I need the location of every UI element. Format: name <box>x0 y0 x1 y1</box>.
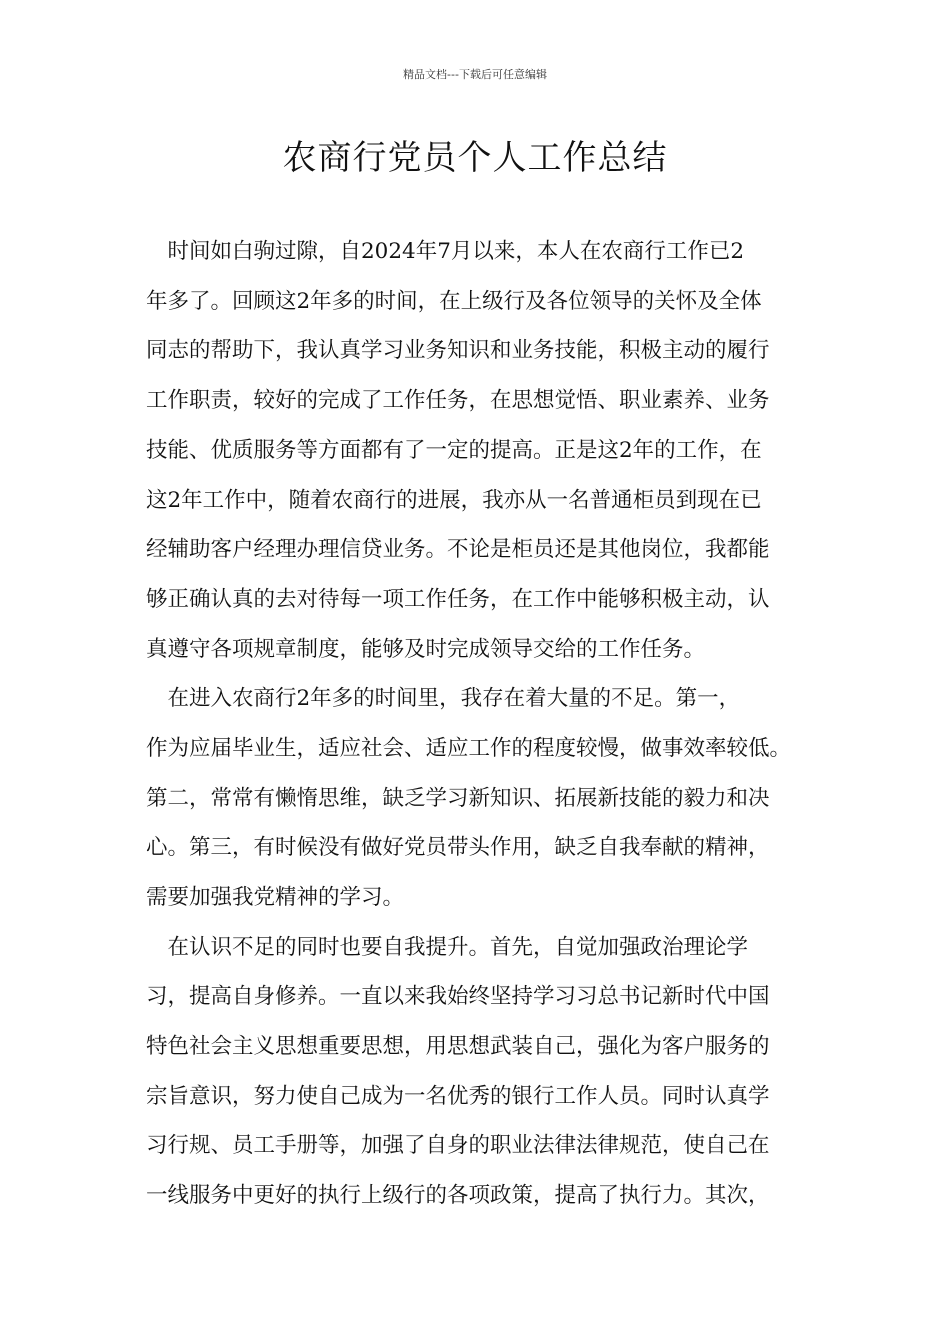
body-line: 一线服务中更好的执行上级行的各项政策，提高了执行力。其次， <box>146 1183 770 1208</box>
body-line: 习行规、员工手册等，加强了自身的职业法律法律规范，使自己在 <box>146 1133 770 1158</box>
body-line: 够正确认真的去对待每一项工作任务，在工作中能够积极主动，认 <box>146 587 770 612</box>
body-line: 第二，常常有懒惰思维，缺乏学习新知识、拓展新技能的毅力和决 <box>146 786 770 811</box>
body-line: 年多了。回顾这2年多的时间，在上级行及各位领导的关怀及全体 <box>146 289 762 314</box>
body-line: 这2年工作中，随着农商行的进展，我亦从一名普通柜员到现在已 <box>146 488 762 513</box>
body-line: 技能、优质服务等方面都有了一定的提高。正是这2年的工作，在 <box>146 438 762 463</box>
body-line: 习，提高自身修养。一直以来我始终坚持学习习总书记新时代中国 <box>146 984 770 1009</box>
header-note: 精品文档---下载后可任意编辑 <box>403 68 547 81</box>
body-line: 特色社会主义思想重要思想，用思想武装自己，强化为客户服务的 <box>146 1034 770 1059</box>
body-line: 时间如白驹过隙，自2024年7月以来，本人在农商行工作已2 <box>146 239 745 264</box>
body-line: 作为应届毕业生，适应社会、适应工作的程度较慢，做事效率较低。 <box>146 736 792 761</box>
document-title: 农商行党员个人工作总结 <box>282 138 668 178</box>
body-line: 心。第三，有时候没有做好党员带头作用，缺乏自我奉献的精神， <box>146 835 770 860</box>
body-line: 在认识不足的同时也要自我提升。首先，自觉加强政治理论学 <box>146 935 749 960</box>
body-line: 宗旨意识，努力使自己成为一名优秀的银行工作人员。同时认真学 <box>146 1084 770 1109</box>
body-line: 同志的帮助下，我认真学习业务知识和业务技能，积极主动的履行 <box>146 338 770 363</box>
body-line: 工作职责，较好的完成了工作任务，在思想觉悟、职业素养、业务 <box>146 388 770 413</box>
body-line: 需要加强我党精神的学习。 <box>146 885 405 910</box>
body-line: 在进入农商行2年多的时间里，我存在着大量的不足。第一， <box>146 686 741 711</box>
body-line: 真遵守各项规章制度，能够及时完成领导交给的工作任务。 <box>146 637 706 662</box>
body-line: 经辅助客户经理办理信贷业务。不论是柜员还是其他岗位，我都能 <box>146 537 770 562</box>
